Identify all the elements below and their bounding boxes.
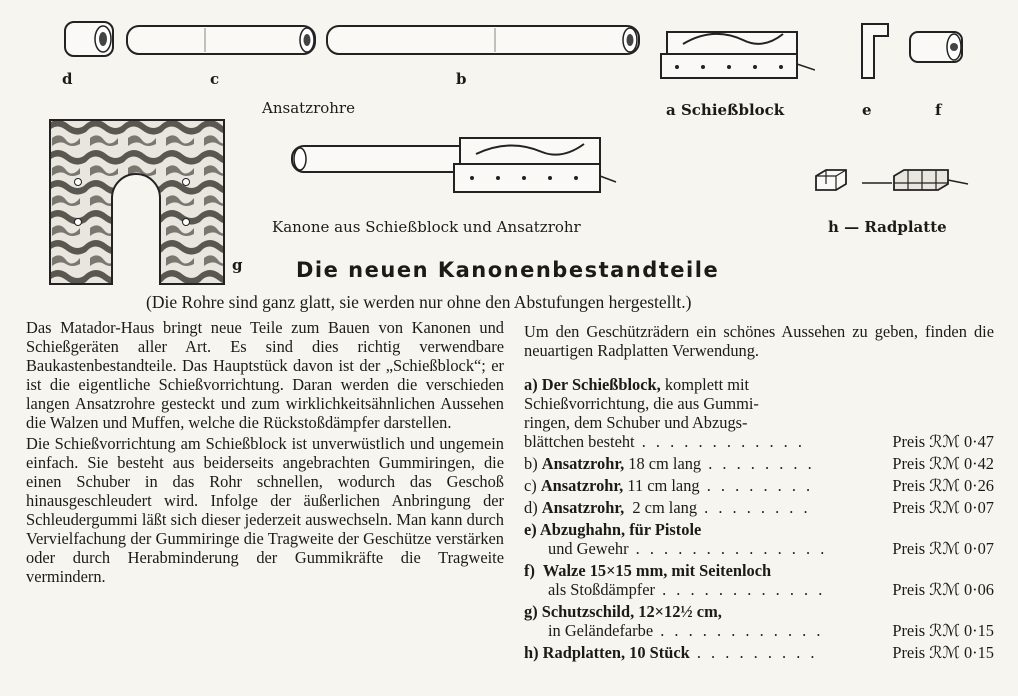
page-title: Die neuen Kanonenbestandteile [296, 258, 720, 282]
label-ansatzrohre: Ansatzrohre [262, 99, 355, 117]
item-a-price: Preis ℛℳ 0·47 [888, 432, 994, 451]
item-a: a) Der Schießblock, komplett mit Schießvorrichtung, die aus Gummi- ringen, dem Schuber und Abzugs- blättchen besteht . . . . . . . . . . . . Preis ℛℳ 0·47 [524, 375, 994, 451]
item-e-line2: und Gewehr [548, 539, 629, 558]
label-schiessblock: a Schießblock [666, 101, 785, 119]
item-h-price: Preis ℛℳ 0·15 [888, 643, 994, 662]
label-g: g [232, 256, 243, 274]
item-f-line2: als Stoßdämpfer [548, 580, 655, 599]
radplatte-h-illustration [812, 166, 974, 200]
item-d-name: Ansatzrohr, [541, 498, 625, 517]
item-a-line2: Schießvorrichtung, die aus Gummi- [524, 394, 759, 413]
left-column [26, 318, 504, 586]
parts-illustration-ef [856, 20, 976, 82]
walze-f-illustration [910, 32, 962, 62]
label-radplatte: h — Radplatte [828, 218, 947, 236]
item-b-key: b) [524, 454, 538, 473]
item-a-line4: blättchen besteht [524, 432, 635, 451]
item-h-name: h) Radplatten, 10 Stück [524, 643, 690, 662]
item-d-price: Preis ℛℳ 0·07 [888, 498, 994, 517]
item-c-key: c) [524, 476, 537, 495]
tube-b-illustration [327, 26, 639, 54]
item-d-key: d) [524, 498, 538, 517]
paragraph-radplatten: Um den Geschützrädern ein schönes Aussehen zu geben, finden die neuartigen Radplatten Verwendung. [524, 322, 994, 360]
item-c: c) Ansatzrohr, 11 cm lang . . . . . . . . Preis ℛℳ 0·26 [524, 476, 994, 495]
item-d: d) Ansatzrohr, 2 cm lang . . . . . . . . Preis ℛℳ 0·07 [524, 498, 994, 517]
label-c: c [210, 70, 220, 88]
item-e-price: Preis ℛℳ 0·07 [888, 539, 994, 558]
kanone-illustration [290, 132, 620, 212]
right-column [524, 322, 994, 662]
item-c-price: Preis ℛℳ 0·26 [888, 476, 994, 495]
schutzschild-g-illustration [48, 118, 226, 286]
item-b-name: Ansatzrohr, [541, 454, 625, 473]
item-g: g) Schutzschild, 12×12½ cm, in Geländefarbe . . . . . . . . . . . . Preis ℛℳ 0·15 [524, 602, 994, 640]
item-g-name: g) Schutzschild, 12×12½ cm, [524, 602, 722, 621]
label-e: e [862, 101, 872, 119]
tube-d-illustration [65, 22, 113, 56]
abzughahn-e-illustration [862, 24, 888, 78]
item-h: h) Radplatten, 10 Stück . . . . . . . . . Preis ℛℳ 0·15 [524, 643, 994, 662]
item-f: f) Walze 15×15 mm, mit Seitenloch als Stoßdämpfer . . . . . . . . . . . . Preis ℛℳ 0·06 [524, 561, 994, 599]
item-c-desc: 11 cm lang [623, 476, 700, 495]
label-kanone: Kanone aus Schießblock und Ansatzrohr [272, 218, 581, 236]
item-a-line3: ringen, dem Schuber und Abzugs- [524, 413, 748, 432]
item-f-price: Preis ℛℳ 0·06 [888, 580, 994, 599]
item-f-name: f) Walze 15×15 mm, mit Seitenloch [524, 561, 772, 580]
paragraph-mechanism: Die Schießvorrichtung am Schießblock ist unverwüstlich und ungemein einfach. Sie besteht aus beiderseits angebrachten Gummiringen, die einen Schuber in das Rohr schnellen, wodurch das Geschoß hinausgeschleudert wird. Infolge der äußerlichen Anbringung der Schleudergummi läßt sich dieser jederzeit auswechseln. Man kann durch Vervielfachung der Gummiringe die Tragweite der Geschütze verstärken oder durch Herabminderung der Gummikräfte die Tragweite vermindern. [26, 434, 504, 586]
item-d-desc: 2 cm lang [624, 498, 698, 517]
label-f: f [935, 101, 942, 119]
label-d: d [62, 70, 73, 88]
schiessblock-illustration [661, 32, 815, 78]
item-a-name: a) Der Schießblock, [524, 375, 661, 394]
item-c-name: Ansatzrohr, [540, 476, 624, 495]
item-e: e) Abzughahn, für Pistole und Gewehr . . . . . . . . . . . . . . Preis ℛℳ 0·07 [524, 520, 994, 558]
subtitle: (Die Rohre sind ganz glatt, sie werden nur ohne den Abstufungen hergestellt.) [146, 292, 692, 312]
paragraph-intro: Das Matador-Haus bringt neue Teile zum Bauen von Kanonen und Schießgeräten aller Art. Es sind dies richtig verwendbare Baukastenbestandteile. Das Hauptstück davon ist der „Schießblock“; er ist die eigentliche Schießvorrichtung. Daran werden die verschieden langen Ansatzrohre gesteckt und zum wirklichkeitsähnlichen Aussehen die Walzen und Muffen, welche die Rückstoßdämpfer darstellen. [26, 318, 504, 432]
parts-illustration-top [55, 14, 815, 84]
item-g-price: Preis ℛℳ 0·15 [888, 621, 994, 640]
item-b-price: Preis ℛℳ 0·42 [888, 454, 994, 473]
item-b-desc: 18 cm lang [624, 454, 702, 473]
item-a-line1: komplett mit [660, 375, 750, 394]
tube-c-illustration [127, 26, 315, 54]
item-b: b) Ansatzrohr, 18 cm lang . . . . . . . . Preis ℛℳ 0·42 [524, 454, 994, 473]
item-e-name: e) Abzughahn, für Pistole [524, 520, 702, 539]
item-g-line2: in Geländefarbe [548, 621, 654, 640]
label-b: b [456, 70, 467, 88]
